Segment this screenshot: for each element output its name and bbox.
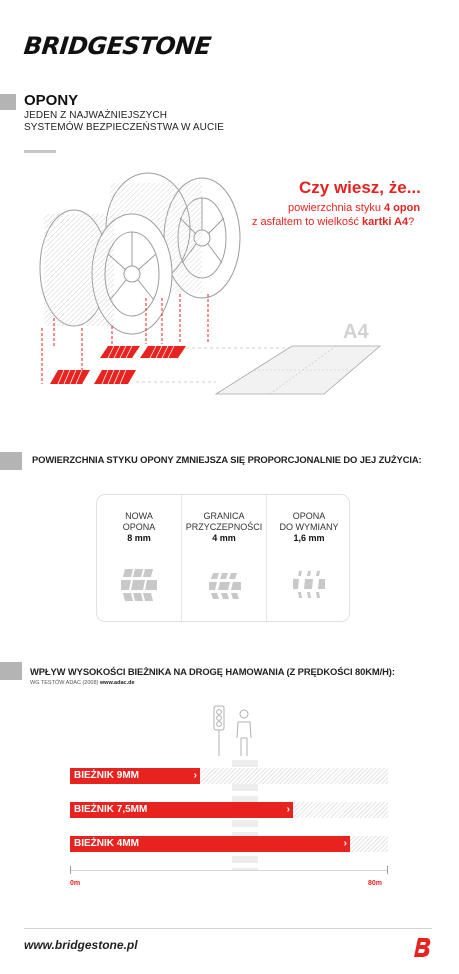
column-depth: 1,6 mm: [293, 533, 325, 543]
tread-footprint-limit-icon: [205, 571, 245, 601]
braking-heading: WPŁYW WYSOKOŚCI BIEŻNIKA NA DROGĘ HAMOWANIA (Z PRĘDKOŚCI 80KM/H):: [30, 666, 395, 677]
column-line-1: NOWA: [125, 511, 153, 521]
braking-bar-7-5mm: [70, 802, 293, 818]
fact-line-1-text: powierzchnia styku: [288, 202, 384, 214]
braking-chart: [70, 768, 388, 868]
bar-label: BIEŻNIK 4MM: [74, 838, 139, 849]
chevron-right-icon: ›: [286, 804, 290, 815]
header-divider: [24, 150, 56, 153]
page-title: OPONY: [24, 92, 79, 109]
column-new-tyre: [97, 511, 181, 544]
axis-line: [70, 870, 388, 871]
section-marker: [0, 662, 22, 680]
section-marker: [0, 452, 22, 470]
subtitle-line-2: SYSTEMÓW BEZPIECZEŃSTWA W AUCIE: [24, 122, 224, 133]
fact-line-2-bold: kartki A4: [362, 216, 409, 228]
section-marker: [0, 94, 16, 110]
source-link[interactable]: www.adac.de: [99, 680, 135, 686]
tread-footprint-worn-icon: [289, 569, 329, 601]
subtitle-line-1: JEDEN Z NAJWAŻNIEJSZYCH: [24, 110, 168, 121]
column-depth: 4 mm: [212, 533, 236, 543]
fact-line-2-end: ?: [408, 216, 415, 228]
column-line-2: PRZYCZEPNOŚCI: [185, 522, 263, 532]
axis-label-end: 80m: [368, 880, 383, 887]
column-line-1: OPONA: [292, 511, 326, 521]
footer-divider: [24, 928, 432, 929]
chevron-right-icon: ›: [193, 770, 197, 781]
tread-comparison-card: [96, 494, 350, 622]
a4-label: A4: [343, 321, 369, 343]
column-depth: 8 mm: [127, 533, 151, 543]
tread-footprint-new-icon: [119, 567, 159, 603]
column-grip-limit: [181, 511, 267, 544]
chevron-right-icon: ›: [343, 838, 347, 849]
braking-bar-4mm: [70, 836, 350, 852]
column-line-1: GRANICA: [203, 511, 245, 521]
fact-question: Czy wiesz, że...: [299, 178, 421, 197]
braking-bar-9mm: [70, 768, 200, 784]
braking-source: [30, 680, 135, 686]
bridgestone-b-logo-icon: [414, 936, 434, 958]
fact-line-1-bold: 4 opon: [384, 202, 421, 214]
footer-url-link[interactable]: www.bridgestone.pl: [24, 938, 138, 952]
column-line-2: DO WYMIANY: [279, 522, 339, 532]
bridgestone-logo: BRIDGESTONE: [22, 32, 213, 60]
source-text: WG TESTÓW ADAC (2008): [30, 680, 100, 686]
axis-label-start: 0m: [70, 880, 81, 887]
axis-tick-start: [70, 866, 71, 874]
fact-line-2: [252, 216, 414, 228]
column-replace-tyre: [267, 511, 351, 544]
axis-tick-end: [387, 866, 388, 874]
bar-label: BIEŻNIK 7,5MM: [74, 804, 148, 815]
fact-line-2-text: z asfaltem to wielkość: [252, 216, 363, 228]
fact-line-1: [288, 202, 420, 214]
traffic-light-pedestrian-icon: [212, 704, 262, 758]
page-subtitle: [24, 110, 224, 134]
contact-heading: POWIERZCHNIA STYKU OPONY ZMNIEJSZA SIĘ PROPORCJONALNIE DO JEJ ZUŻYCIA:: [32, 454, 422, 465]
column-line-2: OPONA: [122, 522, 156, 532]
bar-label: BIEŻNIK 9MM: [74, 770, 139, 781]
